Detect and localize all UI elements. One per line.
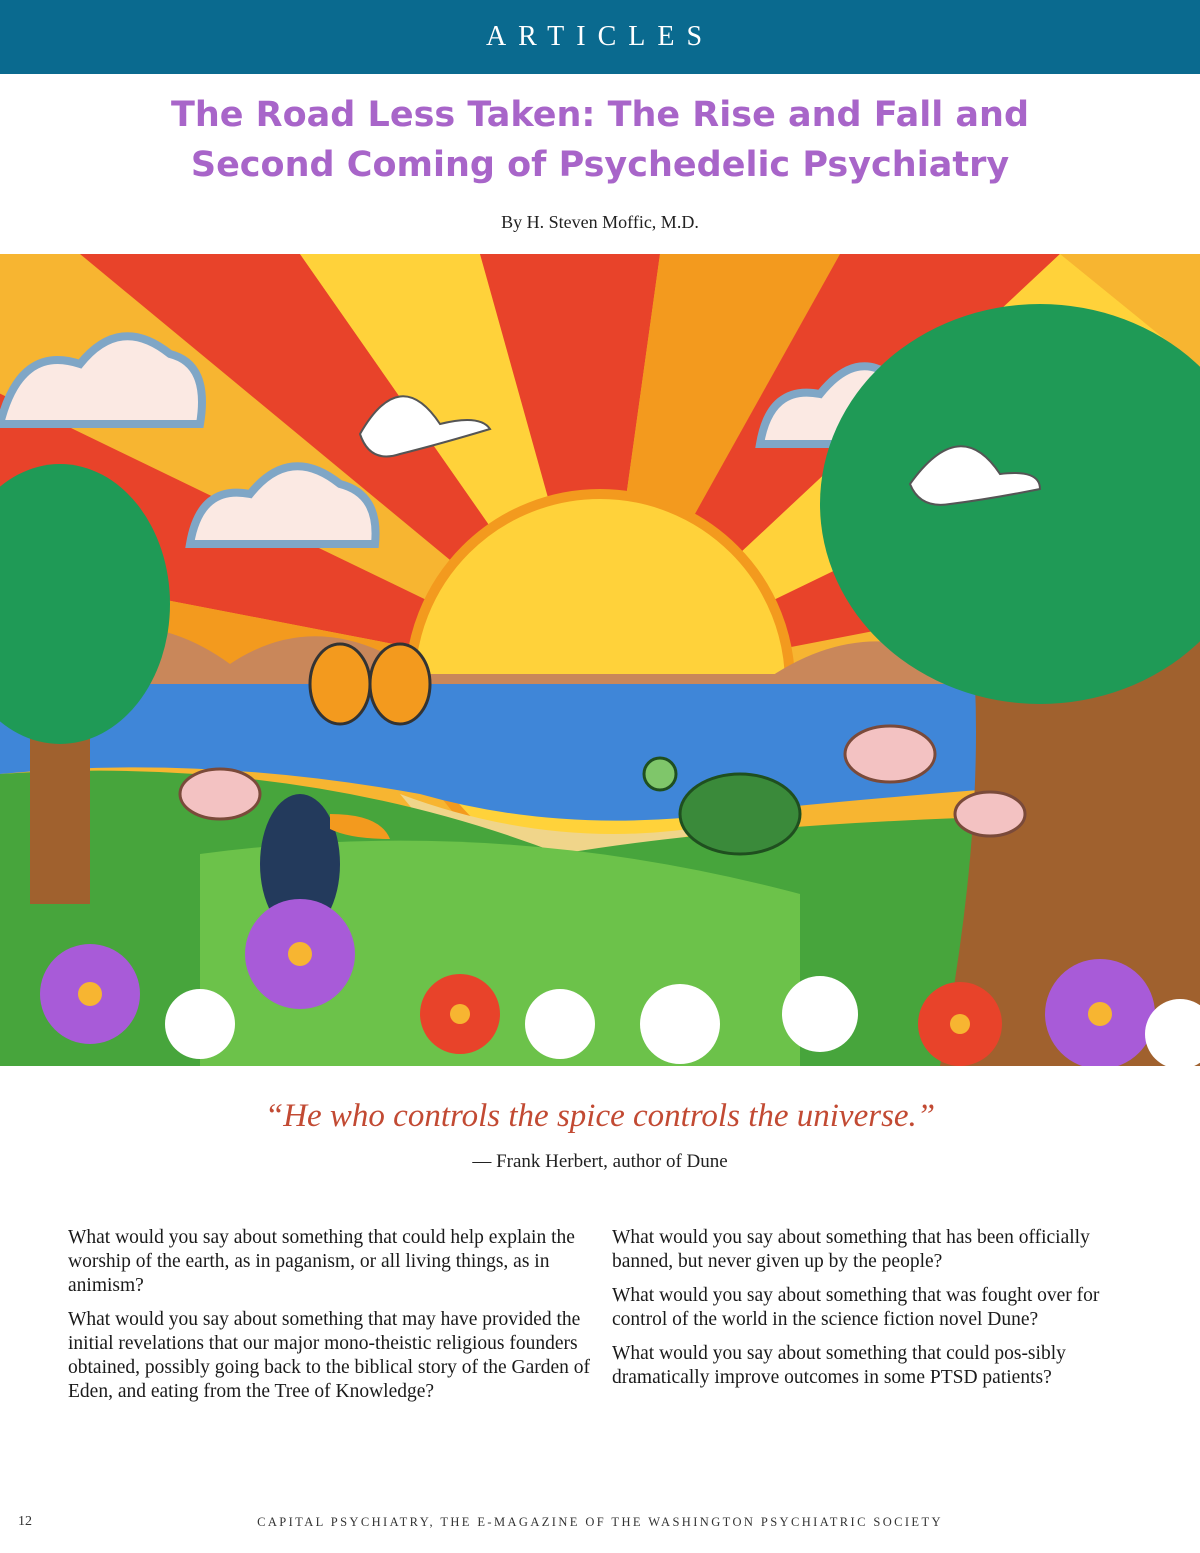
section-label: ARTICLES [485, 21, 715, 52]
body-column-left [68, 1226, 598, 1414]
epigraph-quote: “He who controls the spice controls the universe.” [264, 1098, 936, 1134]
body-paragraph: What would you say about something that could help explain the worship of the earth, as in paganism, or all living things, as in animism? [68, 1227, 575, 1296]
body-paragraph: What would you say about something that could pos-sibly dramatically improve outcomes in some PTSD patients? [612, 1343, 1066, 1388]
page-number: 12 [18, 1514, 32, 1529]
publication-footer: CAPITAL PSYCHIATRY, THE E-MAGAZINE OF THE WASHINGTON PSYCHIATRIC SOCIETY [257, 1515, 943, 1529]
turtle [680, 774, 800, 854]
epigraph-attribution: — Frank Herbert, author of Dune [472, 1151, 728, 1172]
byline: By H. Steven Moffic, M.D. [501, 212, 699, 232]
body-paragraph: What would you say about something that was fought over for control of the world in the science fiction novel Dune? [612, 1285, 1100, 1330]
psychedelic-landscape-illustration [0, 254, 1200, 1066]
body-paragraph: What would you say about something that may have provided the initial revelations that our major mono-theistic religious founders obtained, possibly going back to the biblical story of the Garden of Eden, and eating from the Tree of Knowledge? [68, 1309, 591, 1402]
body-column-right [612, 1226, 1142, 1400]
article-title-line-1: The Road Less Taken: The Rise and Fall and [170, 95, 1030, 135]
body-paragraph: What would you say about something that has been officially banned, but never given up by the people? [612, 1227, 1090, 1272]
section-banner [0, 0, 1200, 74]
article-title [100, 90, 1100, 190]
article-title-line-2: Second Coming of Psychedelic Psychiatry [190, 145, 1010, 185]
